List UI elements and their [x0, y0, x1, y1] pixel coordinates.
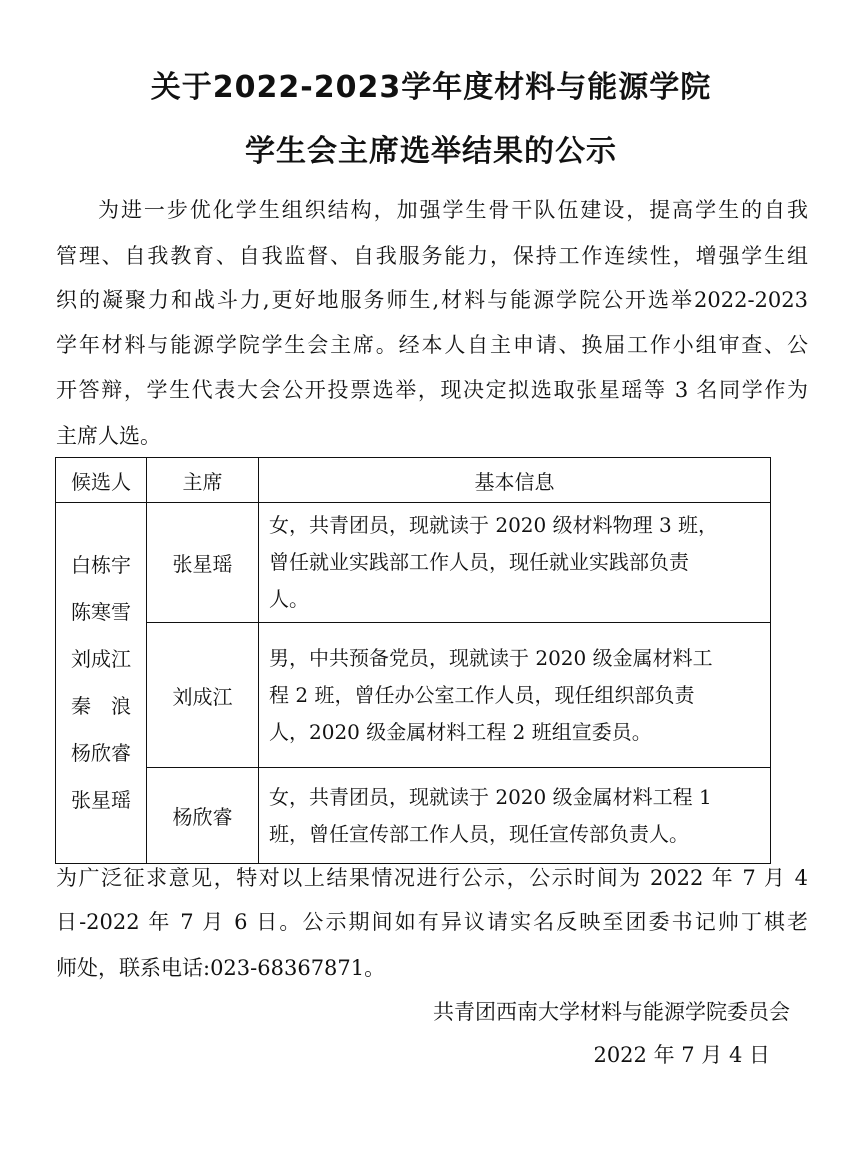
- candidate-table: [55, 457, 771, 864]
- info-line: 程 2 班，曾任办公室工作人员，现任组织部负责: [269, 682, 695, 707]
- chair-name: 杨欣睿: [147, 768, 259, 864]
- intro-line: 织的凝聚力和战斗力,更好地服务师生,材料与能源学院公开选举2022-2023: [56, 288, 808, 312]
- chair-name: 张星瑶: [147, 503, 259, 623]
- intro-line: 管理、自我教育、自我监督、自我服务能力，保持工作连续性，增强学生组: [56, 244, 808, 268]
- intro-line: 主席人选。: [56, 424, 161, 448]
- candidates-cell: [56, 503, 147, 864]
- table-row: [56, 768, 771, 864]
- info-line: 男，中共预备党员，现就读于 2020 级金属材料工: [269, 645, 713, 670]
- candidate-name: 秦 浪: [71, 694, 131, 718]
- header-candidates: 候选人: [56, 458, 147, 503]
- closing-line: 日-2022 年 7 月 6 日。公示期间如有异议请实名反映至团委书记帅丁棋老: [56, 910, 808, 934]
- intro-line: 开答辩，学生代表大会公开投票选举，现决定拟选取张星瑶等 3 名同学作为: [56, 378, 808, 402]
- signature-date: 2022 年 7 月 4 日: [593, 1043, 770, 1067]
- closing-line: 为广泛征求意见，特对以上结果情况进行公示，公示时间为 2022 年 7 月 4: [56, 866, 808, 890]
- info-line: 女，共青团员，现就读于 2020 级材料物理 3 班，: [269, 513, 719, 537]
- chair-info: [259, 623, 771, 768]
- candidate-name: 白栋宇: [71, 553, 131, 577]
- info-line: 班，曾任宣传部工作人员，现任宣传部负责人。: [269, 821, 689, 846]
- intro-line: 为进一步优化学生组织结构，加强学生骨干队伍建设，提高学生的自我: [98, 198, 808, 222]
- candidate-name: 陈寒雪: [71, 600, 131, 624]
- table-row: [56, 503, 771, 623]
- header-chair: 主席: [147, 458, 259, 503]
- info-line: 人，2020 级金属材料工程 2 班组宣委员。: [269, 719, 652, 744]
- table-header-row: [56, 458, 771, 503]
- candidate-name: 张星瑶: [71, 788, 131, 812]
- chair-info: [259, 768, 771, 864]
- closing-line: 师处，联系电话:023-68367871。: [56, 956, 386, 980]
- info-line: 人。: [269, 587, 309, 611]
- signature-organization: 共青团西南大学材料与能源学院委员会: [433, 1000, 790, 1024]
- info-line: 曾任就业实践部工作人员，现任就业实践部负责: [269, 550, 689, 574]
- candidate-name: 刘成江: [71, 647, 131, 671]
- info-line: 女，共青团员，现就读于 2020 级金属材料工程 1: [269, 784, 712, 809]
- header-info: 基本信息: [259, 458, 771, 503]
- chair-name: 刘成江: [147, 623, 259, 768]
- intro-line: 学年材料与能源学院学生会主席。经本人自主申请、换届工作小组审查、公: [56, 333, 808, 357]
- candidate-name: 杨欣睿: [71, 741, 131, 765]
- table-row: [56, 623, 771, 768]
- document-title-line-1: 关于2022-2023学年度材料与能源学院: [150, 70, 712, 105]
- chair-info: [259, 503, 771, 623]
- document-title-line-2: 学生会主席选举结果的公示: [245, 134, 617, 169]
